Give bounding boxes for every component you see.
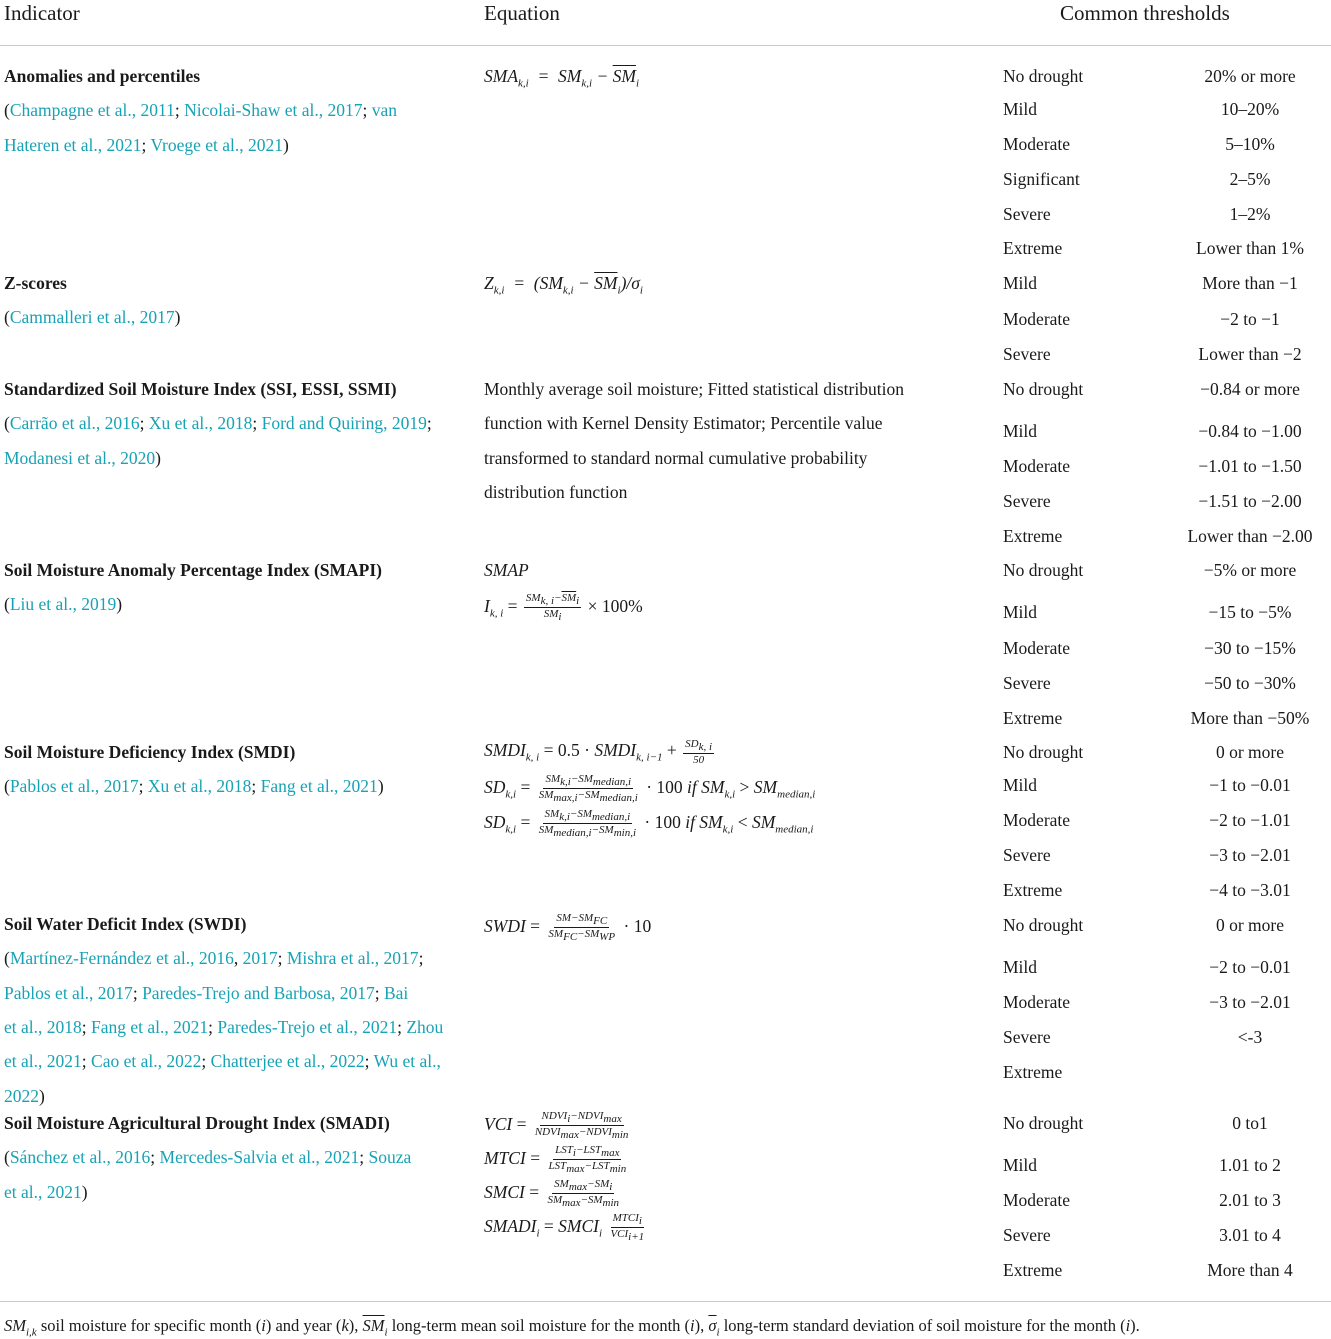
threshold-value: −1 to −0.01: [1209, 775, 1291, 795]
row-title: Standardized Soil Moisture Index (SSI, ESSI, SSMI): [4, 379, 397, 399]
citation-link[interactable]: et al., 2018: [4, 1016, 82, 1037]
citation-line: [4, 413, 432, 434]
threshold-level: Mild: [1003, 1155, 1038, 1175]
citation-line: [4, 948, 423, 969]
threshold-level: Severe: [1003, 1027, 1051, 1047]
threshold-value: −5% or more: [1203, 560, 1297, 580]
footer-rule: [0, 1301, 1331, 1302]
threshold-value: −2 to −1.01: [1209, 810, 1291, 830]
citation-punct: (: [4, 1147, 10, 1168]
citation-link[interactable]: Fang et al., 2021: [260, 776, 378, 797]
threshold-level: Mild: [1003, 602, 1038, 622]
threshold-level: No drought: [1003, 742, 1084, 762]
equation-smdi-line3: $SD_{k,i}$ = $\frac{SM_{k,i}-SM_{median,i}}{SM_{median,i}-SM_{min,i}}$ · 100 if $SM_{k,i} < SM_{median,i}$: [484, 808, 814, 840]
citation-punct: ;: [138, 776, 148, 797]
threshold-level: Significant: [1003, 169, 1080, 189]
citation-link[interactable]: 2022: [4, 1085, 39, 1106]
citation-link[interactable]: 2017: [242, 948, 278, 969]
citation-punct: ;: [150, 1147, 160, 1168]
threshold-value: Lower than −2: [1198, 344, 1302, 364]
header-thresholds: Common thresholds: [1060, 1, 1230, 25]
threshold-level: Moderate: [1003, 134, 1071, 154]
threshold-level: Severe: [1003, 845, 1051, 865]
citation-link[interactable]: Cao et al., 2022: [91, 1051, 202, 1072]
citation-line: [4, 1182, 88, 1203]
equation-smapi-line1: SMAP: [484, 560, 529, 580]
threshold-level: Moderate: [1003, 456, 1071, 476]
citation-punct: (: [4, 776, 10, 797]
threshold-level: Extreme: [1003, 708, 1063, 728]
citation-link[interactable]: Chatterjee et al., 2022: [210, 1051, 365, 1072]
threshold-value: Lower than 1%: [1196, 238, 1304, 258]
citation-line: [4, 1051, 441, 1072]
threshold-level: Severe: [1003, 673, 1051, 693]
threshold-level: No drought: [1003, 1113, 1084, 1133]
threshold-value: −4 to −3.01: [1209, 880, 1291, 900]
threshold-level: Extreme: [1003, 880, 1063, 900]
citation-link[interactable]: Vroege et al., 2021: [150, 134, 284, 155]
threshold-value: 5–10%: [1225, 134, 1275, 154]
threshold-level: Severe: [1003, 204, 1051, 224]
threshold-level: Severe: [1003, 491, 1051, 511]
citation-link[interactable]: Fang et al., 2021: [91, 1016, 209, 1037]
threshold-value: 20% or more: [1204, 66, 1296, 86]
citation-link[interactable]: Pablos et al., 2017: [9, 776, 139, 797]
citation-link[interactable]: Paredes-Trejo et al., 2021: [217, 1016, 398, 1037]
equation-ssi-line: transformed to standard normal cumulative probability: [484, 447, 868, 468]
threshold-value: −0.84 to −1.00: [1198, 421, 1302, 441]
citation-link[interactable]: et al., 2021: [4, 1051, 82, 1072]
equation-smadi-mtci: MTCI = $\frac{LST_i-LST_{max}}{LST_{max}-LST_{min}}$: [484, 1144, 627, 1176]
equation-smdi-line1: $SMDI_{k, i} = 0.5$ · $SMDI_{k, i-1}$ + $\frac{SD_{k, i}}{50}$: [484, 738, 713, 767]
row-title: Z-scores: [4, 273, 67, 293]
citation-line: [4, 100, 397, 121]
citation-punct: ): [81, 1181, 88, 1202]
threshold-value: 1–2%: [1229, 204, 1271, 224]
citation-link[interactable]: Xu et al., 2018: [148, 413, 253, 434]
citation-punct: ;: [132, 982, 143, 1003]
citation-punct: ;: [362, 100, 372, 121]
threshold-value: −3 to −2.01: [1209, 992, 1291, 1012]
row-title: Soil Water Deficit Index (SWDI): [4, 914, 247, 934]
threshold-level: Moderate: [1003, 992, 1071, 1012]
citation-line: [4, 776, 384, 797]
citation-link[interactable]: Nicolai-Shaw et al., 2017: [184, 100, 363, 121]
threshold-level: Moderate: [1003, 309, 1071, 329]
citation-link[interactable]: Carrão et al., 2016: [9, 413, 140, 434]
citation-punct: (: [4, 100, 10, 121]
citation-punct: ): [377, 776, 384, 797]
citation-link[interactable]: Mishra et al., 2017: [286, 948, 419, 969]
equation-smadi-smci: SMCI = $\frac{SM_{max}-SM_i}{SM_{max}-SM_{min}}$: [484, 1178, 620, 1210]
threshold-value: 1.01 to 2: [1219, 1155, 1281, 1175]
equation-smadi-vci: VCI = $\frac{NDVI_i-NDVI_{max}}{NDVI_{max}-NDVI_{min}}$: [484, 1110, 629, 1142]
citation-link[interactable]: Pablos et al., 2017: [4, 982, 133, 1003]
threshold-value: −15 to −5%: [1208, 602, 1292, 622]
threshold-value: <-3: [1237, 1027, 1263, 1047]
equation-smapi-line2: $I_{k, i}$ = $\frac{SM_{k, i}-\overline{SM}_i}{SM_i}$ × 100%: [484, 592, 643, 624]
equation-ssi-line: function with Kernel Density Estimator; Percentile value: [484, 413, 883, 434]
citation-punct: ;: [364, 1051, 374, 1072]
threshold-level: Extreme: [1003, 1260, 1063, 1280]
citation-punct: ;: [397, 1016, 407, 1037]
citation-punct: (: [4, 413, 10, 434]
citation-punct: ;: [201, 1051, 211, 1072]
citation-link[interactable]: Liu et al., 2019: [9, 594, 117, 615]
citation-punct: ;: [359, 1147, 369, 1168]
citation-punct: ,: [233, 948, 243, 969]
equation-ssi-line: Monthly average soil moisture; Fitted statistical distribution: [484, 379, 904, 399]
citation-punct: (: [4, 307, 10, 328]
citation-line: [4, 1147, 411, 1168]
equation-smadi-smadi: $SMADI_i$ = $SMCI_i$ $\frac{MTCI_i}{VCI_{i+1}}$: [484, 1212, 645, 1244]
threshold-value: 0 or more: [1215, 915, 1285, 935]
threshold-level: Mild: [1003, 421, 1038, 441]
row-title: Soil Moisture Deficiency Index (SMDI): [4, 742, 296, 762]
citation-link[interactable]: Modanesi et al., 2020: [4, 447, 156, 468]
threshold-value: More than −50%: [1190, 708, 1310, 728]
threshold-value: Lower than −2.00: [1187, 526, 1313, 546]
threshold-value: −0.84 or more: [1200, 379, 1300, 399]
citation-punct: ;: [251, 776, 261, 797]
threshold-level: Moderate: [1003, 810, 1071, 830]
equation-smdi-line2: $SD_{k,i}$ = $\frac{SM_{k,i}-SM_{median,i}}{SM_{max,i}-SM_{median,i}}$ · 100 if $SM_{k,i} > SM_{median,i}$: [484, 773, 816, 805]
threshold-value: −2 to −1: [1220, 309, 1280, 329]
citation-punct: ): [39, 1085, 45, 1106]
citation-link[interactable]: Cammalleri et al., 2017: [9, 307, 175, 328]
threshold-value: −30 to −15%: [1204, 638, 1296, 658]
footnote: $SM_{i,k}$ soil moisture for specific month (i) and year (k), $\overline{SM}_i$ long-term mean soil moisture for the month (i), $\overline{\sigma}_i$ long-term standard deviation of soil moisture for the month (i).: [4, 1316, 1140, 1339]
header-rule: [0, 45, 1331, 46]
threshold-value: −1.01 to −1.50: [1198, 456, 1302, 476]
citation-punct: ;: [139, 413, 149, 434]
citation-punct: ;: [81, 1016, 92, 1037]
threshold-level: Severe: [1003, 1225, 1051, 1245]
threshold-level: Moderate: [1003, 638, 1071, 658]
citation-punct: ;: [141, 134, 151, 155]
citation-link[interactable]: Hateren et al., 2021: [4, 134, 142, 155]
citation-link[interactable]: Paredes-Trejo and Barbosa, 2017: [142, 982, 375, 1003]
citation-punct: ;: [374, 982, 384, 1003]
equation-swdi: SWDI = $\frac{SM-SM_{FC}}{SM_{FC}-SM_{WP}}$ · 10: [484, 912, 652, 944]
citation-link[interactable]: Souza: [368, 1147, 412, 1168]
citation-link[interactable]: Mercedes-Salvia et al., 2021: [159, 1147, 360, 1168]
threshold-level: Extreme: [1003, 1062, 1063, 1082]
row-title: Soil Moisture Agricultural Drought Index (SMADI): [4, 1113, 390, 1133]
equation-zscores: $Z_{k,i} = (SM_{k,i} - \overline{SM}_i)/\sigma_i$: [484, 273, 643, 297]
citation-punct: ): [174, 307, 181, 328]
citation-punct: ): [116, 594, 123, 615]
threshold-value: 3.01 to 4: [1219, 1225, 1281, 1245]
threshold-level: No drought: [1003, 560, 1084, 580]
citation-link[interactable]: Zhou: [406, 1016, 444, 1037]
citation-punct: (: [4, 594, 10, 615]
citation-punct: ): [155, 447, 161, 468]
citation-line: [4, 135, 289, 156]
citation-punct: ;: [426, 413, 432, 434]
citation-punct: ;: [174, 100, 185, 121]
threshold-value: −2 to −0.01: [1209, 957, 1291, 977]
header-indicator: Indicator: [4, 1, 80, 25]
threshold-value: −3 to −2.01: [1209, 845, 1291, 865]
citation-punct: ;: [418, 948, 424, 969]
threshold-level: Extreme: [1003, 238, 1063, 258]
citation-link[interactable]: Champagne et al., 2011: [9, 100, 175, 121]
header-equation: Equation: [484, 1, 560, 25]
threshold-level: No drought: [1003, 66, 1084, 86]
citation-link[interactable]: Bai: [383, 982, 409, 1003]
threshold-value: More than −1: [1202, 273, 1298, 293]
citation-line: [4, 448, 161, 469]
citation-line: [4, 983, 408, 1004]
row-title: Anomalies and percentiles: [4, 66, 201, 86]
threshold-level: No drought: [1003, 379, 1084, 399]
citation-punct: ;: [277, 948, 287, 969]
citation-link[interactable]: Martínez-Fernández et al., 2016: [9, 948, 234, 969]
threshold-value: 0 or more: [1215, 742, 1285, 762]
threshold-level: Mild: [1003, 957, 1038, 977]
threshold-value: 10–20%: [1220, 99, 1280, 119]
citation-link[interactable]: Wu et al.,: [373, 1051, 441, 1072]
threshold-value: More than 4: [1207, 1260, 1293, 1280]
citation-punct: ;: [252, 413, 262, 434]
threshold-value: −1.51 to −2.00: [1198, 491, 1302, 511]
citation-punct: ): [283, 134, 289, 155]
threshold-level: No drought: [1003, 915, 1084, 935]
citation-link[interactable]: et al., 2021: [4, 1181, 82, 1202]
citation-link[interactable]: van: [371, 100, 398, 121]
citation-link[interactable]: Ford and Quiring, 2019: [261, 413, 427, 434]
threshold-level: Moderate: [1003, 1190, 1071, 1210]
threshold-value: −50 to −30%: [1204, 673, 1296, 693]
threshold-level: Mild: [1003, 775, 1038, 795]
citation-line: [4, 307, 180, 328]
citation-line: [4, 594, 122, 615]
equation-ssi-line: distribution function: [484, 481, 628, 502]
citation-line: [4, 1086, 45, 1107]
equation-anomalies: $SMA_{k,i} = SM_{k,i} - \overline{SM}_i$: [484, 66, 640, 90]
row-title: Soil Moisture Anomaly Percentage Index (SMAPI): [4, 560, 383, 580]
citation-link[interactable]: Sánchez et al., 2016: [9, 1147, 151, 1168]
threshold-value: 2–5%: [1229, 169, 1271, 189]
threshold-level: Extreme: [1003, 526, 1063, 546]
citation-punct: ;: [81, 1051, 92, 1072]
threshold-level: Severe: [1003, 344, 1051, 364]
threshold-level: Mild: [1003, 273, 1038, 293]
threshold-value: 0 to1: [1232, 1113, 1268, 1133]
citation-line: [4, 1017, 443, 1038]
threshold-level: Mild: [1003, 99, 1038, 119]
citation-punct: (: [4, 948, 10, 969]
threshold-value: 2.01 to 3: [1219, 1190, 1281, 1210]
citation-punct: ;: [208, 1016, 218, 1037]
citation-link[interactable]: Xu et al., 2018: [147, 776, 252, 797]
